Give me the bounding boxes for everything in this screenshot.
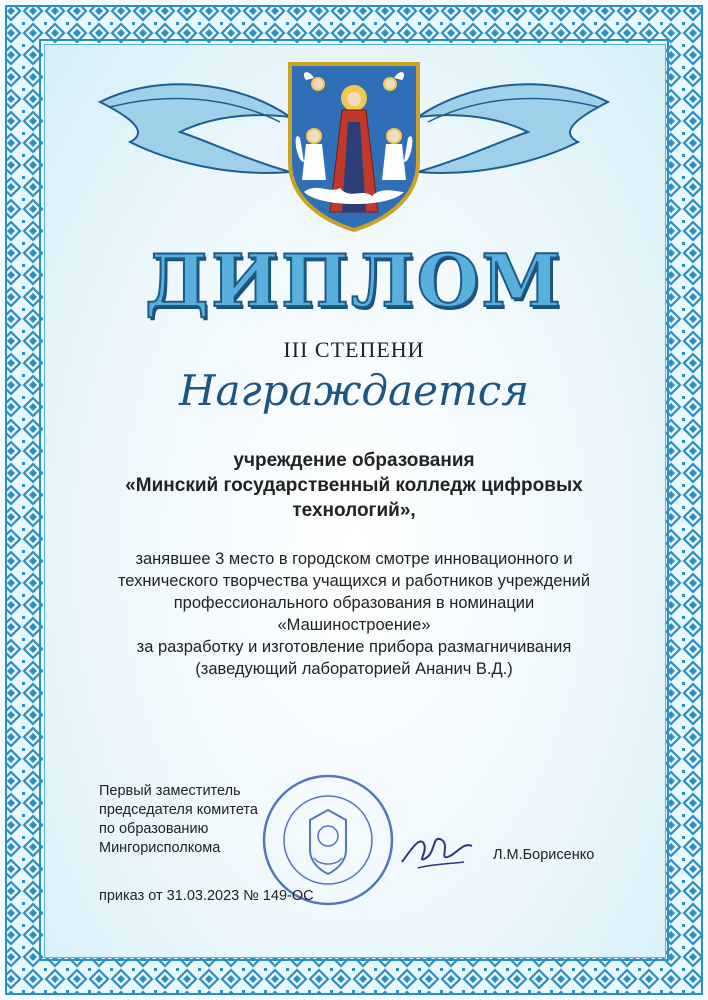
minsk-coat-of-arms-emblem	[90, 62, 618, 232]
organization-line: учреждение образования	[233, 450, 475, 471]
diploma-degree: III СТЕПЕНИ	[283, 337, 425, 362]
description-line: (заведующий лабораторией Ананич В.Д.)	[195, 660, 513, 678]
organization-name	[100, 448, 608, 523]
description-line: технического творчества учащихся и работников учреждений	[117, 572, 591, 590]
diploma-title: ДИПЛОМ	[144, 238, 564, 323]
position-line: Первый заместитель	[99, 783, 241, 799]
signatory-name: Л.М.Борисенко	[493, 847, 595, 863]
description-line: за разработку и изготовление прибора размагничивания	[136, 638, 572, 656]
award-description	[100, 548, 608, 680]
position-line: по образованию	[99, 821, 209, 837]
description-line: профессионального образования в номинации «Машиностроение»	[173, 594, 535, 634]
position-line: председателя комитета	[99, 802, 258, 818]
handwritten-signature	[398, 818, 478, 878]
organization-line: технологий»,	[292, 500, 416, 521]
awarded-heading: Награждается	[178, 366, 530, 415]
order-reference: приказ от 31.03.2023 № 149-ОС	[99, 888, 314, 904]
organization-line: «Минский государственный колледж цифровых	[125, 475, 583, 496]
description-line: занявшее 3 место в городском смотре инновационного и	[135, 550, 573, 568]
position-line: Мингорисполкома	[99, 840, 221, 856]
